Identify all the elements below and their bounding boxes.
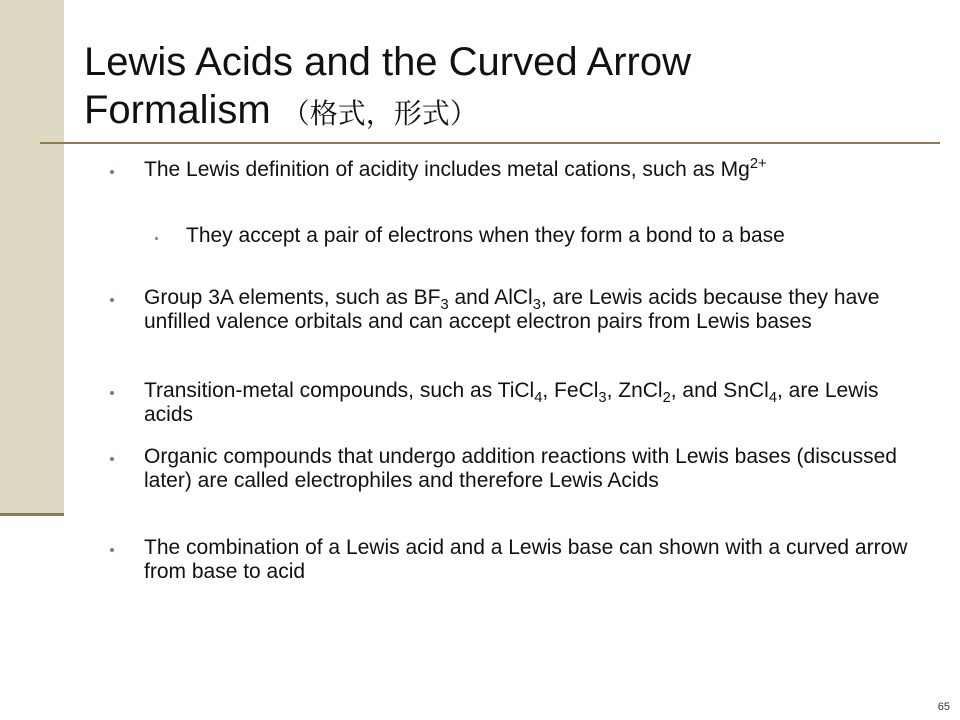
decorative-sidebar	[0, 0, 64, 514]
bullet-item-1: The Lewis definition of acidity includes metal cations, such as $Mg^{2+}$	[144, 156, 767, 181]
bullet-marker	[110, 548, 114, 552]
slide-title	[84, 38, 944, 138]
page-number: 65	[937, 701, 950, 713]
bullet-marker	[110, 170, 114, 174]
title-line-1: Lewis Acids and the Curved Arrow	[84, 40, 691, 84]
title-divider	[40, 142, 940, 144]
sub-bullet-marker	[155, 237, 158, 240]
title-cjk: （格式，形式）	[281, 97, 478, 130]
bullet-item-2: Group 3A elements, such as $BF_3$ and AlCl$_3$, are Lewis acids because they have unfilled valence orbitals and can accept electron pairs from Lewis bases	[144, 286, 880, 333]
bullet-marker	[110, 457, 114, 461]
sub-bullet-item-1: They accept a pair of electrons when they form a bond to a base	[186, 224, 785, 247]
title-line-2: Formalism	[84, 88, 271, 132]
bullet-marker	[110, 298, 114, 302]
bullet-marker	[110, 391, 114, 395]
bullet-item-3: Transition-metal compounds, such as TiCl$_4$, FeCl$_3$, ZnCl$_2$, and SnCl$_4$, are Lewis acids	[144, 379, 879, 426]
bullet-item-4: Organic compounds that undergo addition reactions with Lewis bases (discussed later) are called electrophiles and therefore Lewis Acids	[144, 445, 897, 492]
bullet-item-5: The combination of a Lewis acid and a Lewis base can shown with a curved arrow from base to acid	[144, 536, 908, 583]
sidebar-accent-line	[0, 513, 64, 516]
